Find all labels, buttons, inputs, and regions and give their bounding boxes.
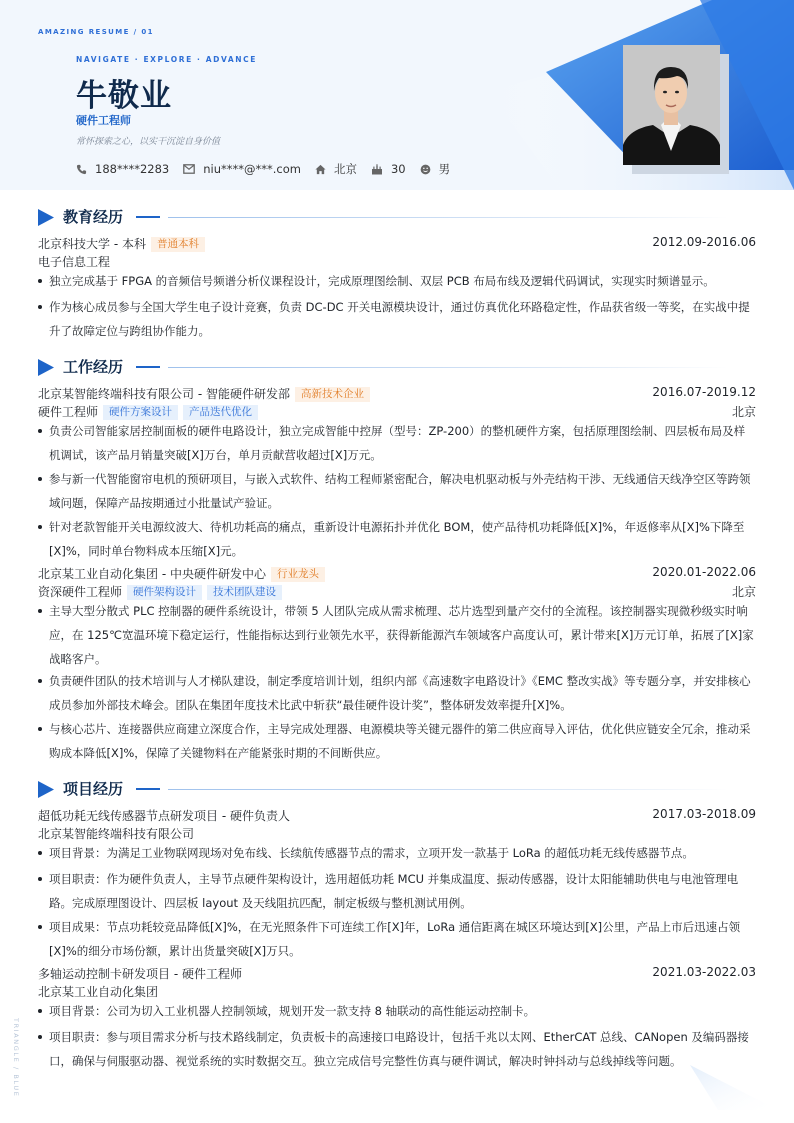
side-tag: TRIANGLE / BLUE [12, 1018, 20, 1098]
education-school: 北京科技大学 - 本科 [38, 237, 146, 251]
list-item: 项目成果：节点功耗较竞品降低[X]%，在无光照条件下可连续工作[X]年，LoRa 通信距离在城区环境达到[X]公里，产品上市后迅速占领[X]%的细分市场份额，累计出货量突破[X]万只。 [38, 915, 756, 963]
cake-icon [371, 164, 383, 175]
education-badge: 普通本科 [151, 237, 205, 252]
section-dash [136, 366, 160, 368]
contact-age [371, 162, 406, 176]
section-dash [136, 216, 160, 218]
contact-gender [420, 161, 451, 177]
list-item: 负责硬件团队的技术培训与人才梯队建设，制定季度培训计划，组织内部《高速数字电路设计》《EMC 整改实战》等专题分享，并安排核心成员参加外部技术峰会。团队在集团年度技术比武中斩获“最佳硬件设计奖”，整体研发效率提升[X]%。 [38, 669, 756, 717]
section-work-header [38, 357, 756, 377]
candidate-motto: 常怀探索之心，以实干沉淀自身价值 [76, 137, 221, 147]
section-rule [168, 367, 728, 368]
work-company: 北京某工业自动化集团 - 中央硬件研发中心 [38, 567, 266, 581]
phone-icon [76, 164, 87, 175]
work-company: 北京某智能终端科技有限公司 - 智能硬件研发部 [38, 387, 290, 401]
work-city: 北京 [731, 405, 756, 419]
work-date: 2020.01-2022.06 [652, 565, 756, 579]
work-entry-heading [38, 385, 756, 402]
list-item: 针对老款智能开关电源纹波大、待机功耗高的痛点，重新设计电源拓扑并优化 BOM，使产品待机功耗降低[X]%，年返修率从[X]%下降至[X]%，同时单台物料成本压缩[X]元。 [38, 515, 756, 563]
nav-tag: NAVIGATE · EXPLORE · ADVANCE [76, 55, 257, 64]
work-title: 资深硬件工程师 [38, 585, 123, 599]
project-date: 2017.03-2018.09 [652, 807, 756, 821]
email-icon [183, 164, 195, 174]
section-education-header [38, 207, 756, 227]
person-portrait-icon [623, 45, 720, 165]
list-item: 项目职责：参与项目需求分析与技术路线制定，负责板卡的高速接口电路设计，包括千兆以太网、EtherCAT 总线、CANopen 及编码器接口，确保与伺服驱动器、视觉系统的实时数据交互。独立完成信号完整性仿真与硬件调试，解决时钟抖动与总线掉线等问题。 [38, 1025, 756, 1073]
list-item: 项目背景：为满足工业物联网现场对免布线、长续航传感器节点的需求，立项开发一款基于 LoRa 的超低功耗无线传感器节点。 [38, 841, 756, 865]
section-rule [168, 789, 728, 790]
email-text: niu****@***.com [203, 162, 301, 176]
contact-email [183, 162, 301, 176]
work-city: 北京 [731, 585, 756, 599]
work-badge: 高新技术企业 [295, 387, 370, 402]
contact-phone [76, 162, 169, 176]
education-date: 2012.09-2016.06 [652, 235, 756, 249]
work-tag: 技术团队建设 [207, 585, 282, 600]
work-entry-heading [38, 565, 756, 582]
top-tag: AMAZING RESUME / 01 [38, 28, 154, 36]
section-triangle-icon [38, 359, 54, 376]
project-org: 北京某智能终端科技有限公司 [38, 827, 195, 841]
section-title: 教育经历 [63, 208, 124, 226]
section-rule [168, 217, 728, 218]
project-name: 超低功耗无线传感器节点研发项目 - 硬件负责人 [38, 809, 290, 823]
list-item: 负责公司智能家居控制面板的硬件电路设计，独立完成智能中控屏（型号：ZP-200）的整机硬件方案，包括原理图绘制、四层板布局及样机调试，该产品月销量突破[X]万台，单月贡献营收超过[X]万元。 [38, 419, 756, 467]
section-dash [136, 788, 160, 790]
gender-text: 男 [438, 162, 451, 176]
project-entry-heading [38, 807, 756, 824]
age-text: 30 [390, 162, 406, 176]
section-projects-header [38, 779, 756, 799]
list-item: 与核心芯片、连接器供应商建立深度合作，主导完成处理器、电源模块等关键元器件的第二供应商导入评估，优化供应链安全冗余，推动采购成本降低[X]%，保障了关键物料在产能紧张时期的不间断供应。 [38, 717, 756, 765]
work-entry-subheading [38, 403, 756, 420]
project-name: 多轴运动控制卡研发项目 - 硬件工程师 [38, 967, 242, 981]
section-title: 项目经历 [63, 780, 124, 798]
education-entry-heading [38, 235, 756, 252]
home-icon [315, 164, 326, 175]
project-org: 北京某工业自动化集团 [38, 985, 159, 999]
list-item: 项目背景：公司为切入工业机器人控制领域，规划开发一款支持 8 轴联动的高性能运动控制卡。 [38, 999, 756, 1023]
candidate-role: 硬件工程师 [76, 114, 131, 127]
work-tag: 硬件架构设计 [127, 585, 202, 600]
work-entry-subheading [38, 583, 756, 600]
phone-text: 188****2283 [95, 162, 170, 176]
city-text: 北京 [333, 162, 357, 176]
work-badge: 行业龙头 [271, 567, 325, 582]
work-tag: 硬件方案设计 [103, 405, 178, 420]
list-item: 参与新一代智能窗帘电机的预研项目，与嵌入式软件、结构工程师紧密配合，解决电机驱动板与外壳结构干涉、无线通信天线净空区等跨领域问题，保障产品按期通过小批量试产验证。 [38, 467, 756, 515]
contact-city [315, 161, 357, 177]
section-triangle-icon [38, 209, 54, 226]
work-title: 硬件工程师 [38, 405, 99, 419]
contact-bar [76, 161, 464, 177]
work-tag: 产品迭代优化 [183, 405, 258, 420]
section-title: 工作经历 [63, 358, 124, 376]
work-date: 2016.07-2019.12 [652, 385, 756, 399]
candidate-name: 牛敬业 [76, 78, 172, 114]
list-item: 作为核心成员参与全国大学生电子设计竞赛，负责 DC-DC 开关电源模块设计，通过仿真优化环路稳定性，作品获省级一等奖，在实战中提升了故障定位与跨组协作能力。 [38, 295, 756, 343]
list-item: 独立完成基于 FPGA 的音频信号频谱分析仪课程设计，完成原理图绘制、双层 PCB 布局布线及逻辑代码调试，实现实时频谱显示。 [38, 269, 756, 293]
education-major: 电子信息工程 [38, 255, 111, 269]
list-item: 项目职责：作为硬件负责人，主导节点硬件架构设计，选用超低功耗 MCU 并集成温度、振动传感器，设计太阳能辅助供电与电池管理电路。完成原理图设计、四层板 layout 及天线阻抗匹配，制定板级与整机测试用例。 [38, 867, 756, 915]
profile-photo [623, 45, 720, 165]
list-item: 主导大型分散式 PLC 控制器的硬件系统设计，带领 5 人团队完成从需求梳理、芯片选型到量产交付的全流程。该控制器实现微秒级实时响应，在 125℃宽温环境下稳定运行，性能指标达到行业领先水平，获得新能源汽车领域客户高度认可，累计带来[X]万元订单，拓展了[X]家战略客户。 [38, 599, 756, 671]
face-icon [420, 164, 431, 175]
project-entry-heading [38, 965, 756, 982]
section-triangle-icon [38, 781, 54, 798]
project-date: 2021.03-2022.03 [652, 965, 756, 979]
